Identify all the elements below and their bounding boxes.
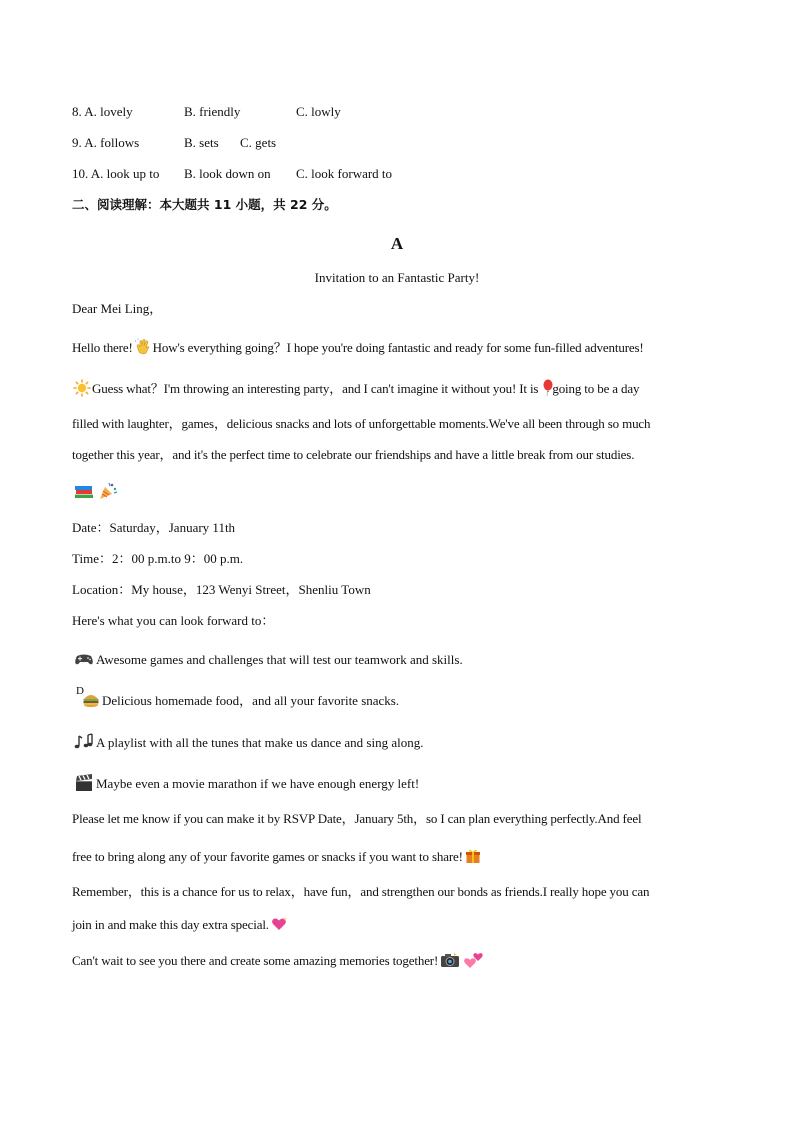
list-item-games: Awesome games and challenges that will test our teamwork and skills. xyxy=(72,650,463,668)
passage-title: Invitation to an Fantastic Party! xyxy=(314,270,480,285)
list-item-playlist: A playlist with all the tunes that make us dance and sing along. xyxy=(72,733,423,751)
camera-icon xyxy=(439,951,461,969)
party-time: Time：2：00 p.m.to 9：00 p.m. xyxy=(72,551,244,566)
balloon-icon xyxy=(539,379,551,397)
remember-line-2: join in and make this day extra special. xyxy=(72,915,289,933)
party-location: Location：My house，123 Wenyi Street，Shenliu Town xyxy=(72,582,371,597)
look-forward-heading: Here's what you can look forward to： xyxy=(72,613,275,628)
rsvp-line-1: Please let me know if you can make it by RSVP Date，January 5th，so I can plan everything perfectly.And feel xyxy=(72,811,642,826)
party-popper-icon xyxy=(97,481,119,501)
hamburger-icon xyxy=(81,691,101,709)
paragraph-2: Guess what？I'm throwing an interesting party，and I can't imagine it without you! It is going to be a day xyxy=(72,379,639,397)
paragraph-1: Hello there! How's everything going？I hope you're doing fantastic and ready for some fun-filled adventures! xyxy=(72,340,644,355)
sun-icon xyxy=(73,379,91,397)
q8-option-c: C. lowly xyxy=(296,104,341,119)
q10-option-c: C. look forward to xyxy=(296,166,393,181)
list-item-movie: Maybe even a movie marathon if we have enough energy left! xyxy=(72,774,419,792)
q9-option-b: B. sets xyxy=(184,135,219,150)
remember-line-1: Remember，this is a chance for us to relax，have fun，and strengthen our bonds as friends.I really hope you can xyxy=(72,884,650,899)
game-controller-icon xyxy=(73,650,95,668)
q8-option-b: B. friendly xyxy=(184,104,241,119)
list-item-food: D Delicious homemade food，and all your favorite snacks. xyxy=(76,685,400,708)
paragraph-4: together this year，and it's the perfect time to celebrate our friendships and have a little break from our studies. xyxy=(72,447,635,462)
passage-label: A xyxy=(390,234,404,253)
q8-option-a: 8. A. lovely xyxy=(72,104,133,119)
rsvp-line-2: free to bring along any of your favorite games or snacks if you want to share! xyxy=(72,847,483,865)
gift-icon xyxy=(464,847,482,865)
section-heading: 二、阅读理解：本大题共 11 小题，共 22 分。 xyxy=(72,197,337,212)
q9-option-a: 9. A. follows xyxy=(72,135,140,150)
paragraph-3: filled with laughter，games，delicious snacks and lots of unforgettable moments.We've all been through so much xyxy=(72,416,651,431)
clapper-board-icon xyxy=(73,774,95,792)
sparkling-heart-icon xyxy=(270,915,288,933)
two-hearts-icon xyxy=(463,951,485,969)
q10-option-a: 10. A. look up to xyxy=(72,166,160,181)
icon-row xyxy=(72,481,120,501)
books-icon xyxy=(73,481,95,501)
waving-hand-icon xyxy=(134,338,152,356)
closing-line: Can't wait to see you there and create some amazing memories together! xyxy=(72,951,486,969)
greeting: Dear Mei Ling， xyxy=(72,301,163,316)
q10-option-b: B. look down on xyxy=(184,166,271,181)
q9-option-c: C. gets xyxy=(240,135,277,150)
party-date: Date：Saturday，January 11th xyxy=(72,520,236,535)
music-notes-icon xyxy=(73,733,95,751)
